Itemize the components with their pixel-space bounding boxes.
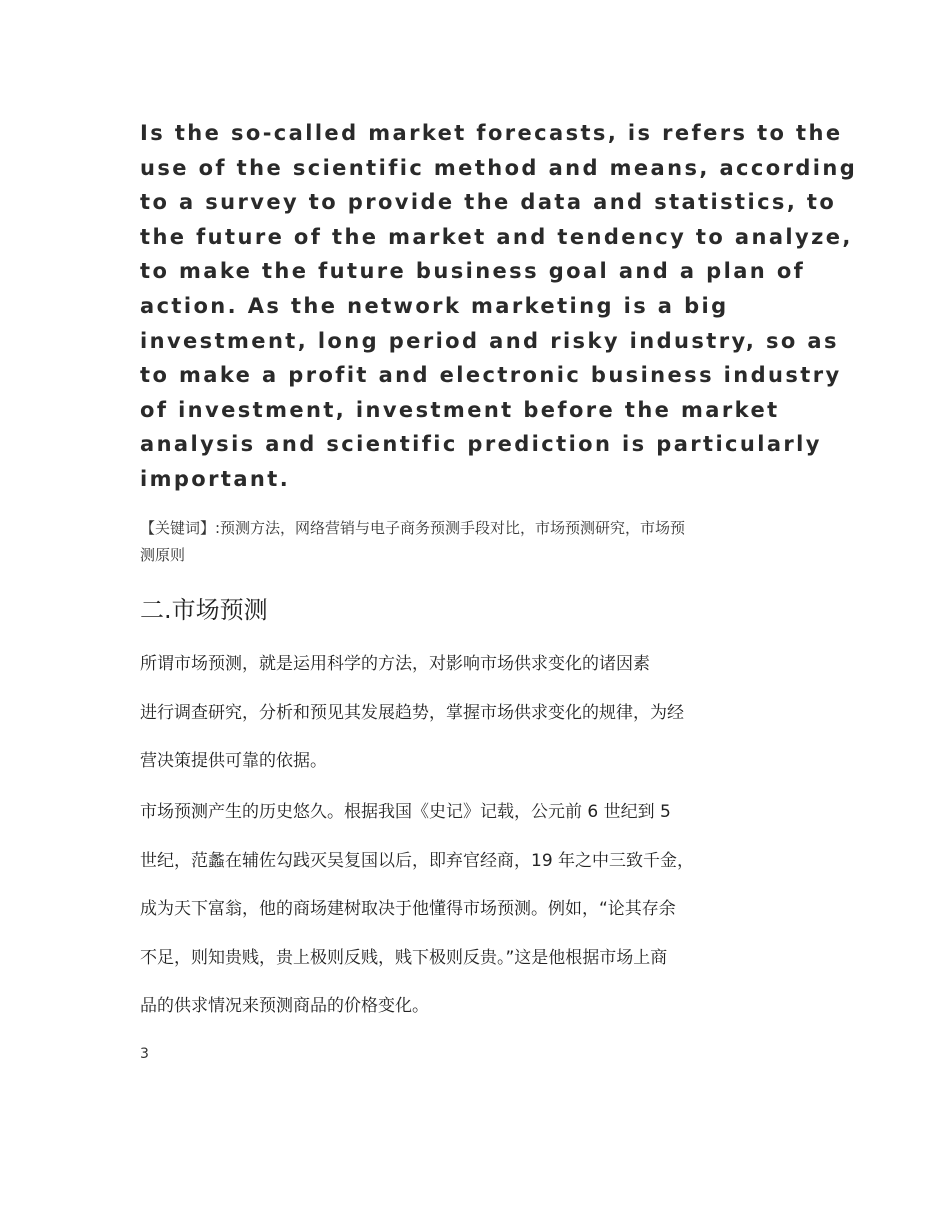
paragraph-line: 品的供求情况来预测商品的价格变化。 bbox=[140, 996, 429, 1016]
abstract-line: of investment, investment before the market bbox=[140, 397, 780, 422]
paragraph-definition bbox=[140, 640, 830, 786]
abstract-line: the future of the market and tendency to analyze, bbox=[140, 224, 853, 249]
abstract-line: investment, long period and risky industry, so as bbox=[140, 328, 839, 353]
paragraph-line: 进行调查研究，分析和预见其发展趋势，掌握市场供求变化的规律，为经 bbox=[140, 702, 684, 723]
abstract-line: analysis and scientific prediction is particularly bbox=[140, 432, 822, 457]
english-abstract bbox=[140, 116, 858, 497]
paragraph-line: 成为天下富翁，他的商场建树取决于他懂得市场预测。例如，“论其存余 bbox=[140, 899, 676, 919]
paragraph-line: 所谓市场预测，就是运用科学的方法，对影响市场供求变化的诸因素 bbox=[140, 654, 650, 674]
abstract-line: important. bbox=[140, 466, 291, 491]
paragraph-history bbox=[140, 788, 830, 1031]
abstract-line: to make the future business goal and a plan of bbox=[140, 259, 806, 284]
keywords-line: 测原则 bbox=[140, 546, 186, 564]
abstract-line: to a survey to provide the data and statistics, to bbox=[140, 190, 837, 215]
section-heading: 二.市场预测 bbox=[140, 596, 268, 624]
abstract-line: use of the scientific method and means, according bbox=[140, 155, 858, 180]
paragraph-line: 不足，则知贵贱，贵上极则反贱，贱下极则反贵。”这是他根据市场上商 bbox=[140, 947, 668, 968]
page-number: 3 bbox=[140, 1046, 149, 1062]
abstract-line: Is the so-called market forecasts, is refers to the bbox=[140, 121, 843, 145]
keywords-line: 【关键词】:预测方法，网络营销与电子商务预测手段对比，市场预测研究，市场预 bbox=[140, 519, 686, 537]
keywords bbox=[140, 515, 830, 569]
paragraph-line: 市场预测产生的历史悠久。根据我国《史记》记载，公元前 6 世纪到 5 bbox=[140, 802, 671, 822]
abstract-line: to make a profit and electronic business industry bbox=[140, 363, 842, 388]
paragraph-line: 世纪，范蠡在辅佐勾践灭吴复国以后，即弃官经商，19 年之中三致千金， bbox=[140, 850, 695, 871]
paragraph-line: 营决策提供可靠的依据。 bbox=[140, 751, 327, 771]
abstract-line: action. As the network marketing is a big bbox=[140, 293, 729, 318]
